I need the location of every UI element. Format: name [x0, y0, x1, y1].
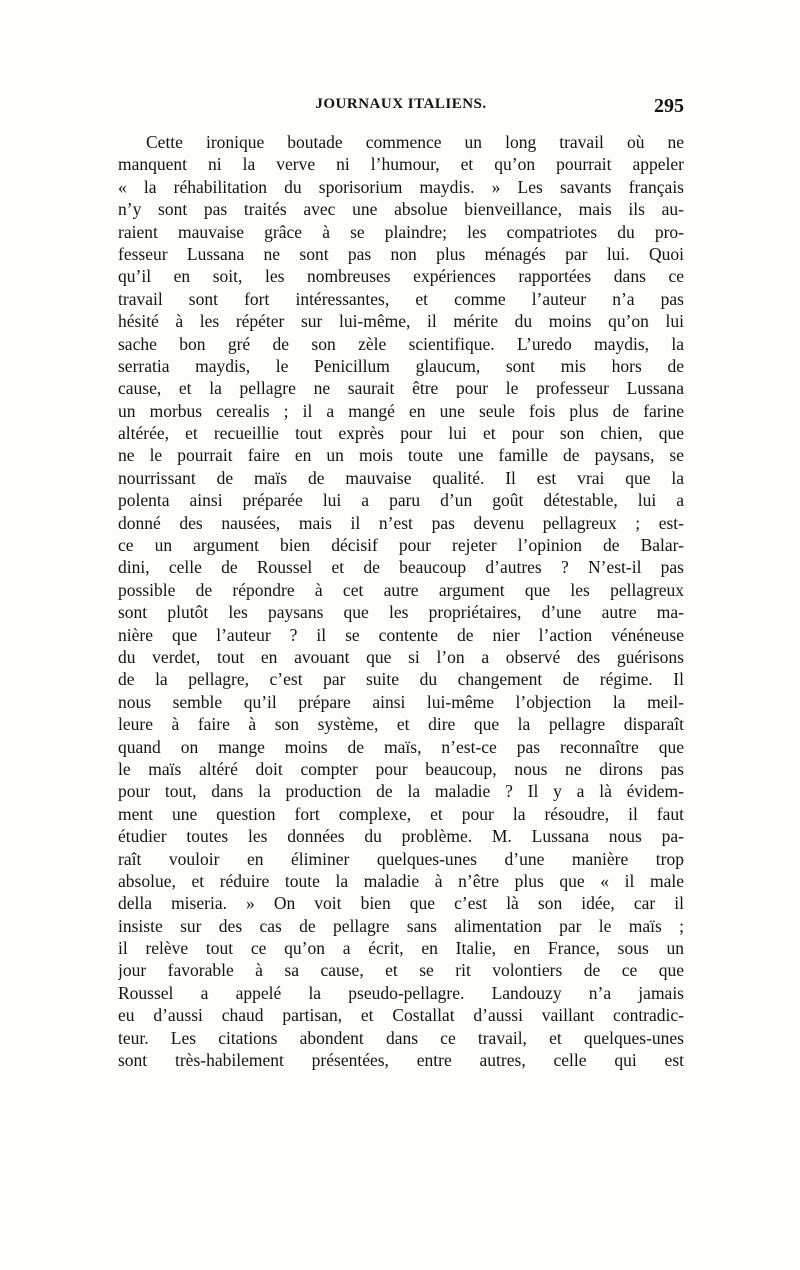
text-line: jour favorable à sa cause, et se rit volontiers de ce que [118, 960, 684, 981]
text-line: pour tout, dans la production de la maladie ? Il y a là évidem- [118, 781, 684, 802]
text-line: sache bon gré de son zèle scientifique. L’uredo maydis, la [118, 333, 684, 354]
text-line: sont plutôt les paysans que les propriétaires, d’une autre ma- [118, 602, 684, 623]
text-line: du verdet, tout en avouant que si l’on a observé des guérisons [118, 646, 684, 667]
text-line: leure à faire à son système, et dire que la pellagre disparaît [118, 714, 684, 735]
body-text [118, 131, 684, 1071]
text-line: quand on mange moins de maïs, n’est-ce pas reconnaître que [118, 736, 684, 757]
text-line: dini, celle de Roussel et de beaucoup d’autres ? N’est-il pas [118, 557, 684, 578]
text-line: le maïs altéré doit compter pour beaucoup, nous ne dirons pas [118, 758, 684, 779]
text-line: Roussel a appelé la pseudo-pellagre. Landouzy n’a jamais [118, 982, 684, 1003]
text-line: eu d’aussi chaud partisan, et Costallat d’aussi vaillant contradic- [118, 1005, 684, 1026]
text-line: teur. Les citations abondent dans ce travail, et quelques-unes [118, 1027, 684, 1048]
text-line: altérée, et recueillie tout exprès pour lui et pour son chien, que [118, 423, 684, 444]
text-line: serratia maydis, le Penicillum glaucum, sont mis hors de [118, 355, 684, 376]
text-line: absolue, et réduire toute la maladie à n’être plus que « il male [118, 870, 684, 891]
text-line: polenta ainsi préparée lui a paru d’un goût détestable, lui a [118, 490, 684, 511]
text-line: manquent ni la verve ni l’humour, et qu’on pourrait appeler [118, 154, 684, 175]
page-number: 295 [654, 95, 684, 117]
text-line: travail sont fort intéressantes, et comme l’auteur n’a pas [118, 288, 684, 309]
text-line: raît vouloir en éliminer quelques-unes d’une manière trop [118, 848, 684, 869]
text-line: donné des nausées, mais il n’est pas devenu pellagreux ; est- [118, 512, 684, 533]
text-line: n’y sont pas traités avec une absolue bienveillance, mais ils au- [118, 199, 684, 220]
text-line: possible de répondre à cet autre argument que les pellagreux [118, 579, 684, 600]
text-line: raient mauvaise grâce à se plaindre; les compatriotes du pro- [118, 221, 684, 242]
text-line: insiste sur des cas de pellagre sans alimentation par le maïs ; [118, 915, 684, 936]
text-line: fesseur Lussana ne sont pas non plus ménagés par lui. Quoi [118, 243, 684, 264]
text-line: ne le pourrait faire en un mois toute une famille de paysans, se [118, 445, 684, 466]
text-line: ment une question fort complexe, et pour la résoudre, il faut [118, 803, 684, 824]
text-line: cause, et la pellagre ne saurait être pour le professeur Lussana [118, 378, 684, 399]
text-line: un morbus cerealis ; il a mangé en une seule fois plus de farine [118, 400, 684, 421]
page-header [118, 96, 684, 118]
text-line: étudier toutes les données du problème. M. Lussana nous pa- [118, 826, 684, 847]
text-line: nière que l’auteur ? il se contente de nier l’action vénéneuse [118, 624, 684, 645]
text-line: de la pellagre, c’est par suite du changement de régime. Il [118, 669, 684, 690]
text-line: hésité à les répéter sur lui-même, il mérite du moins qu’on lui [118, 311, 684, 332]
text-line: « la réhabilitation du sporisorium maydis. » Les savants français [118, 176, 684, 197]
running-title: JOURNAUX ITALIENS. [315, 96, 487, 112]
text-line: Cette ironique boutade commence un long travail où ne [146, 132, 684, 152]
text-line: della miseria. » On voit bien que c’est là son idée, car il [118, 893, 684, 914]
text-line: sont très-habilement présentées, entre autres, celle qui est [118, 1050, 684, 1071]
text-line: qu’il en soit, les nombreuses expériences rapportées dans ce [118, 266, 684, 287]
text-line: nourrissant de maïs de mauvaise qualité. Il est vrai que la [118, 467, 684, 488]
text-line: ce un argument bien décisif pour rejeter l’opinion de Balar- [118, 535, 684, 556]
text-line: nous semble qu’il prépare ainsi lui-même l’objection la meil- [118, 691, 684, 712]
text-line: il relève tout ce qu’on a écrit, en Italie, en France, sous un [118, 938, 684, 959]
